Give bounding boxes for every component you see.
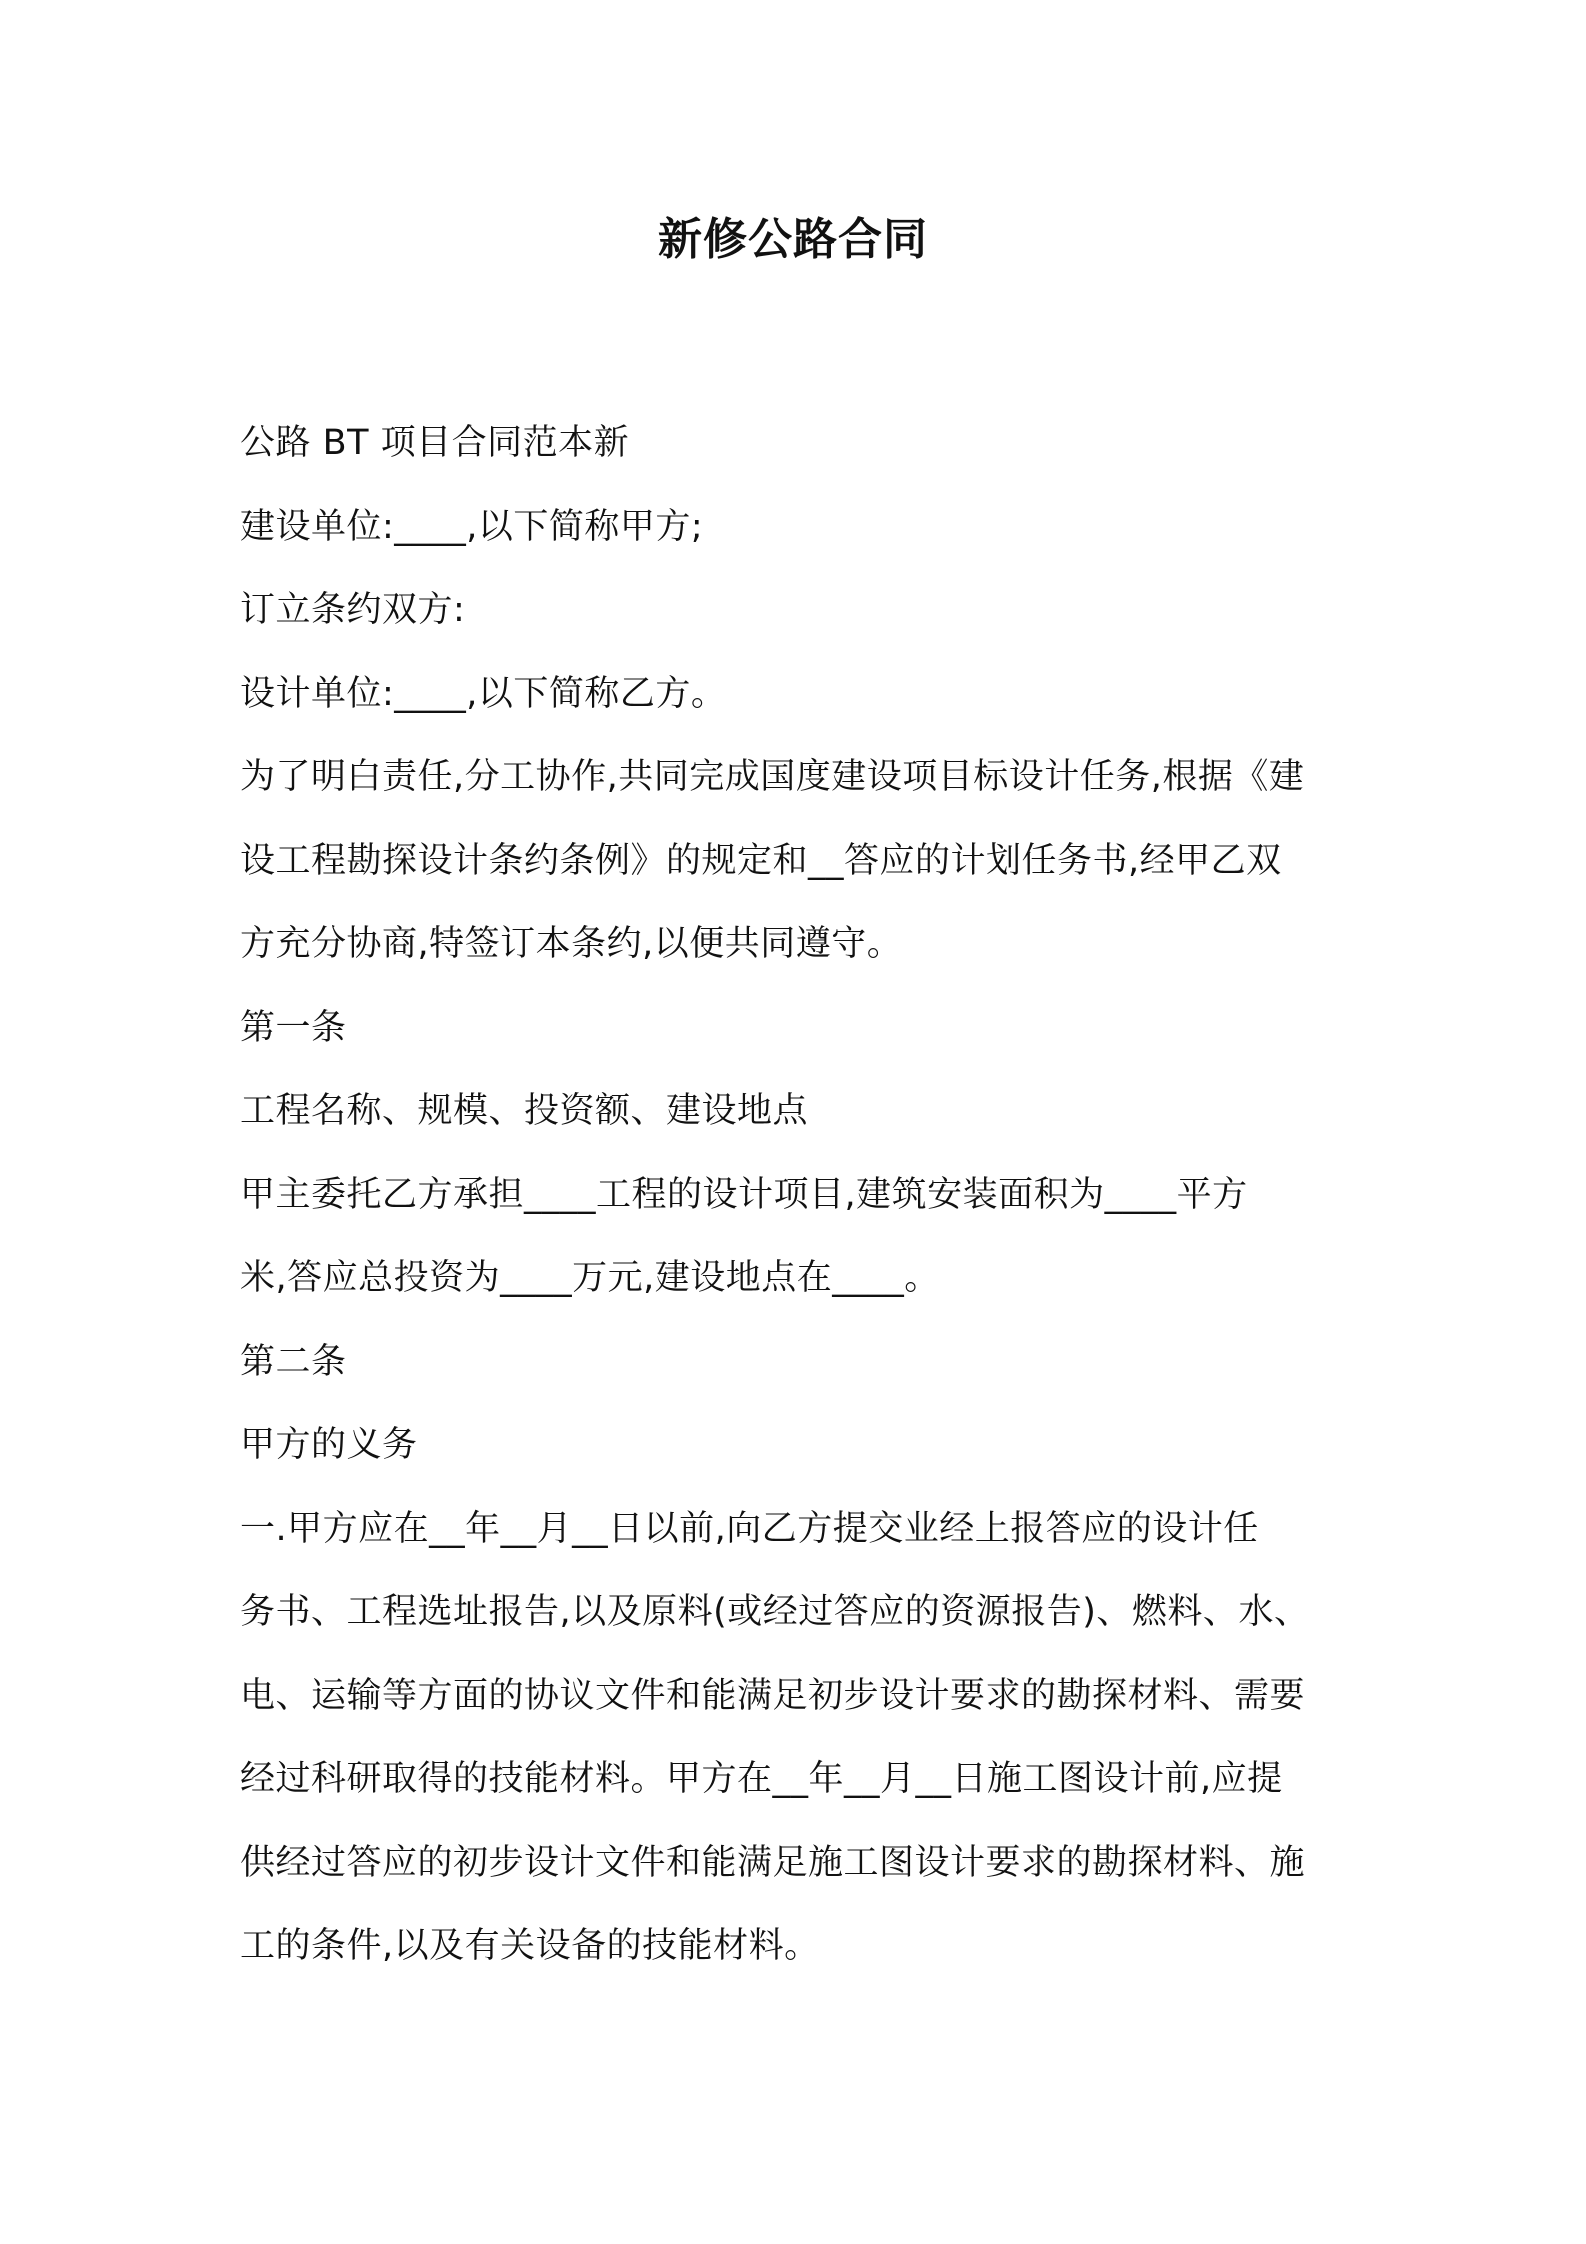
document-title: 新修公路合同 <box>658 214 928 265</box>
text-line: 订立条约双方: <box>240 590 466 630</box>
text-line: 为了明白责任,分工协作,共同完成国度建设项目标设计任务,根据《建 <box>240 757 1305 797</box>
text-line: 建设单位:____,以下简称甲方; <box>240 506 704 547</box>
text-line: 设工程勘探设计条约条例》的规定和__答应的计划任务书,经甲乙双 <box>240 840 1282 881</box>
text-line: 工的条件,以及有关设备的技能材料。 <box>240 1926 820 1966</box>
text-line: 供经过答应的初步设计文件和能满足施工图设计要求的勘探材料、施 <box>240 1842 1306 1883</box>
text-line: 电、运输等方面的协议文件和能满足初步设计要求的勘探材料、需要 <box>240 1675 1306 1716</box>
section-heading: 第一条 <box>240 1007 347 1048</box>
text-line: 米,答应总投资为____万元,建设地点在____。 <box>240 1258 940 1298</box>
section-subheading: 工程名称、规模、投资额、建设地点 <box>240 1091 809 1131</box>
text-line: 经过科研取得的技能材料。甲方在__年__月__日施工图设计前,应提 <box>240 1759 1283 1799</box>
text-line: 一.甲方应在__年__月__日以前,向乙方提交业经上报答应的设计任 <box>240 1508 1259 1549</box>
section-heading: 第二条 <box>240 1341 347 1382</box>
document-body <box>240 402 1360 1989</box>
text-line: 务书、工程选址报告,以及原料(或经过答应的资源报告)、燃料、水、 <box>240 1592 1310 1632</box>
text-line: 公路 BT 项目合同范本新 <box>240 423 630 463</box>
text-line: 甲主委托乙方承担____工程的设计项目,建筑安装面积为____平方 <box>240 1174 1248 1215</box>
text-line: 方充分协商,特签订本条约,以便共同遵守。 <box>240 924 903 964</box>
text-line: 设计单位:____,以下简称乙方。 <box>240 673 727 714</box>
section-subheading: 甲方的义务 <box>240 1425 418 1465</box>
